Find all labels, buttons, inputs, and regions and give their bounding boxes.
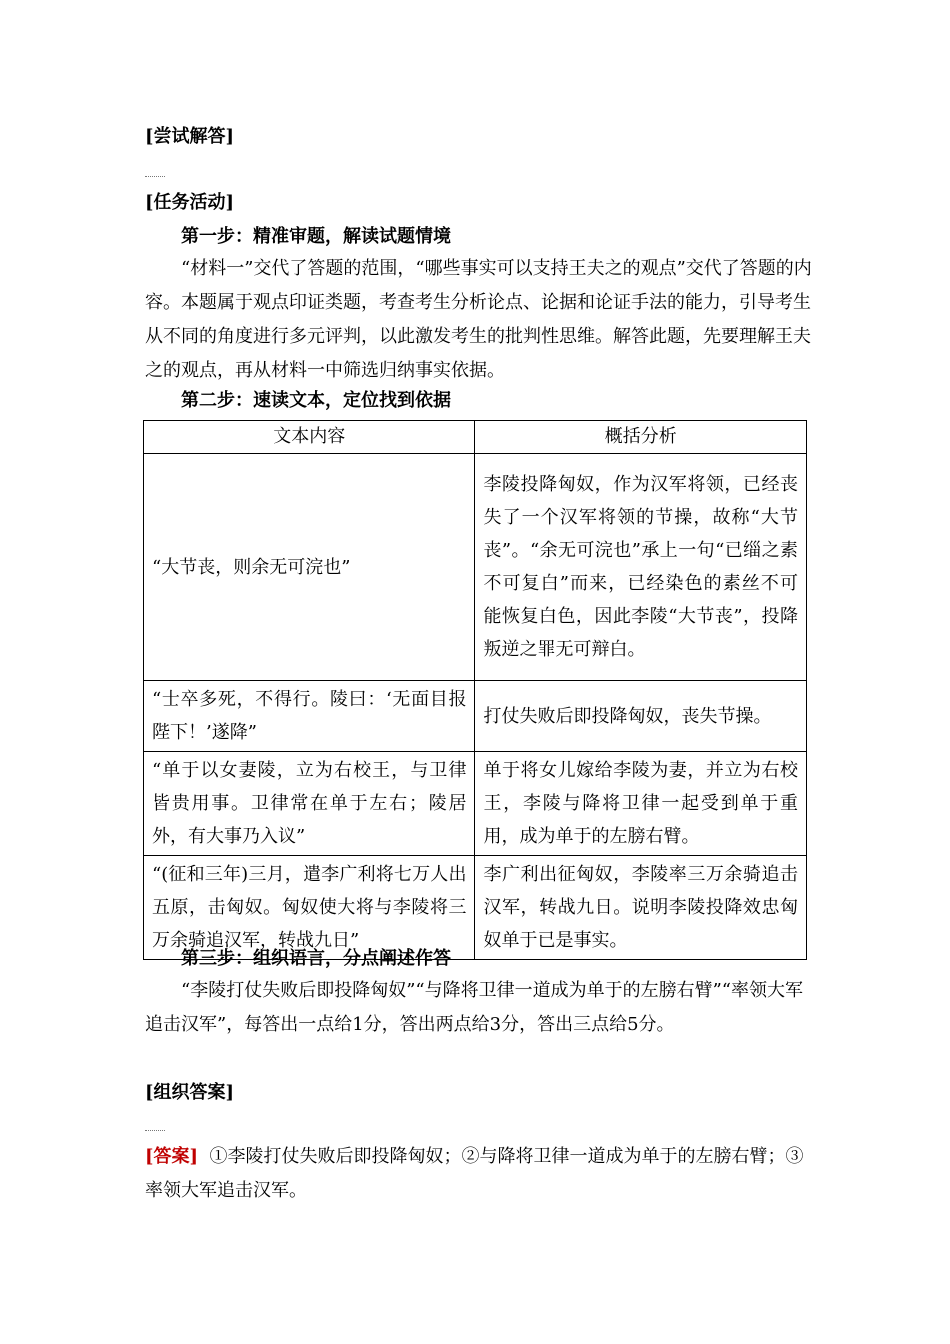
table-row (144, 681, 807, 752)
header-analysis: 概括分析 (475, 421, 807, 454)
row-analysis-cell: 打仗失败后即投降匈奴，丧失节操。 (475, 681, 807, 752)
row-analysis-cell: 单于将女儿嫁给李陵为妻，并立为右校王，李陵与降将卫律一起受到单于重用，成为单于的左膀右臂。 (475, 752, 807, 856)
table-row (144, 752, 807, 856)
step3-body: “李陵打仗失败后即投降匈奴”“与降将卫律一道成为单于的左膀右臂”“率领大军追击汉军”，每答出一点给1分，答出两点给3分，答出三点给5分。 (145, 980, 804, 1035)
answer-paragraph (145, 1140, 815, 1208)
task-activity-heading: [任务活动] (145, 192, 235, 213)
answer-blank-dots-2 (145, 1130, 165, 1131)
table-header-row (144, 421, 807, 454)
header-text-content: 文本内容 (144, 421, 475, 454)
row-analysis-cell: 李广利出征匈奴，李陵率三万余骑追击汉军，转战九日。说明李陵投降效忠匈奴单于已是事实。 (475, 856, 807, 960)
answer-text: ①李陵打仗失败后即投降匈奴；②与降将卫律一道成为单于的左膀右臂；③率领大军追击汉军。 (145, 1146, 804, 1201)
table-row (144, 454, 807, 681)
row-text-cell: “(征和三年)三月，遣李广利将七万人出五原，击匈奴。匈奴使大将与李陵将三万余骑追汉军，转战九日” (144, 856, 475, 960)
step3-title: 第三步：组织语言，分点阐述作答 (181, 948, 451, 969)
answer-blank-dots (145, 176, 165, 177)
row-analysis-cell: 李陵投降匈奴，作为汉军将领，已经丧失了一个汉军将领的节操，故称“大节丧”。“余无可浣也”承上一句“已缁之素不可复白”而来，已经染色的素丝不可能恢复白色，因此李陵“大节丧”，投降叛逆之罪无可辩白。 (475, 454, 807, 681)
analysis-table (143, 420, 807, 960)
step1-title: 第一步：精准审题，解读试题情境 (181, 226, 451, 247)
step1-body: “材料一”交代了答题的范围，“哪些事实可以支持王夫之的观点”交代了答题的内容。本题属于观点印证类题，考查考生分析论点、论据和论证手法的能力，引导考生从不同的角度进行多元评判，以此激发考生的批判性思维。解答此题，先要理解王夫之的观点，再从材料一中筛选归纳事实依据。 (145, 258, 812, 381)
step2-title: 第二步：速读文本，定位找到依据 (181, 390, 451, 411)
organize-answer-heading: [组织答案] (145, 1082, 235, 1103)
row-text-cell: “大节丧，则余无可浣也” (144, 454, 475, 681)
row-text-cell: “单于以女妻陵，立为右校王，与卫律皆贵用事。卫律常在单于左右；陵居外，有大事乃入议” (144, 752, 475, 856)
try-answer-heading: [尝试解答] (145, 126, 235, 147)
answer-tag: [答案] (145, 1146, 199, 1167)
row-text-cell: “士卒多死，不得行。陵曰：‘无面目报陛下！’遂降” (144, 681, 475, 752)
